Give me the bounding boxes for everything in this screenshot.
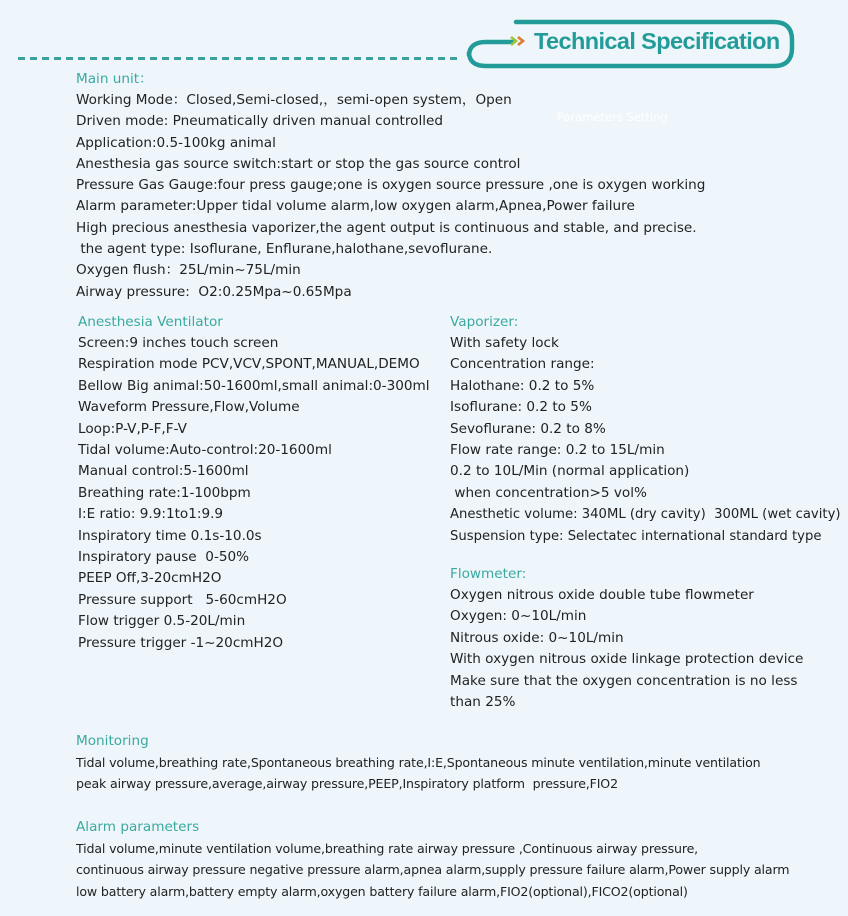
spec-line: Sevoflurane: 0.2 to 8% bbox=[450, 420, 606, 437]
spec-line: Application:0.5-100kg animal bbox=[76, 134, 276, 151]
spec-line: Flow rate range: 0.2 to 15L/min bbox=[450, 442, 665, 459]
spec-line: Oxygen: 0~10L/min bbox=[450, 608, 587, 625]
spec-line: Oxygen flush：25L/min~75L/min bbox=[76, 262, 301, 279]
ventilator-section bbox=[78, 312, 430, 654]
spec-line: continuous airway pressure negative pressure alarm,apnea alarm,supply pressure failure alarm,Power supply alarm bbox=[76, 862, 790, 878]
main-unit-section bbox=[76, 69, 705, 303]
section-title: Alarm parameters bbox=[76, 819, 200, 835]
spec-line: Oxygen nitrous oxide double tube flowmeter bbox=[450, 587, 754, 603]
spec-line: Concentration range: bbox=[450, 356, 595, 373]
vaporizer-section bbox=[450, 312, 841, 547]
spec-line: Isoflurane: 0.2 to 5% bbox=[450, 399, 592, 416]
spec-line: Make sure that the oxygen concentration is no less bbox=[450, 672, 798, 689]
spec-line: PEEP Off,3-20cmH2O bbox=[78, 570, 222, 587]
spec-line: High precious anesthesia vaporizer,the agent output is continuous and stable, and precise. bbox=[76, 219, 697, 236]
spec-line: Loop:P-V,P-F,F-V bbox=[78, 420, 187, 437]
section-title: Main unit： bbox=[76, 71, 153, 87]
spec-line: Tidal volume:Auto-control:20-1600ml bbox=[78, 442, 332, 459]
flowmeter-section bbox=[450, 564, 803, 713]
watermark-text: Parameters Setting bbox=[557, 110, 668, 124]
spec-line: Driven mode: Pneumatically driven manual controlled bbox=[76, 113, 444, 130]
spec-line: Inspiratory time 0.1s-10.0s bbox=[78, 527, 262, 544]
spec-line: Working Mode：Closed,Semi-closed,，semi-open system，Open bbox=[76, 92, 512, 108]
spec-line: Waveform Pressure,Flow,Volume bbox=[78, 399, 300, 416]
spec-line: Pressure support 5-60cmH2O bbox=[78, 591, 287, 608]
alarm-parameters-section bbox=[76, 817, 789, 902]
spec-line: Respiration mode PCV,VCV,SPONT,MANUAL,DEMO bbox=[78, 356, 420, 373]
header-banner bbox=[0, 0, 848, 80]
spec-line: the agent type: Isoflurane, Enflurane,halothane,sevoflurane. bbox=[76, 241, 493, 258]
spec-line: Anesthesia gas source switch:start or stop the gas source control bbox=[76, 155, 521, 172]
spec-line: than 25% bbox=[450, 694, 516, 711]
spec-line: Manual control:5-1600ml bbox=[78, 463, 249, 480]
section-title: Anesthesia Ventilator bbox=[78, 314, 223, 330]
page-title: Technical Specification bbox=[534, 28, 780, 54]
spec-line: Pressure Gas Gauge:four press gauge;one is oxygen source pressure ,one is oxygen working bbox=[76, 177, 706, 194]
spec-line: Suspension type: Selectatec international standard type bbox=[450, 528, 822, 544]
spec-line: 0.2 to 10L/Min (normal application) bbox=[450, 463, 690, 480]
spec-line: I:E ratio: 9.9:1to1:9.9 bbox=[78, 506, 224, 523]
spec-line: With oxygen nitrous oxide linkage protection device bbox=[450, 651, 804, 668]
section-title: Monitoring bbox=[76, 733, 149, 749]
spec-line: Flow trigger 0.5-20L/min bbox=[78, 613, 246, 630]
spec-line: Inspiratory pause 0-50% bbox=[78, 549, 250, 566]
spec-line: Halothane: 0.2 to 5% bbox=[450, 377, 595, 394]
monitoring-section bbox=[76, 731, 760, 795]
spec-line: Bellow Big animal:50-1600ml,small animal:0-300ml bbox=[78, 377, 430, 394]
spec-line: low battery alarm,battery empty alarm,oxygen battery failure alarm,FIO2(optional),FICO2(optional) bbox=[76, 883, 688, 899]
spec-line: Airway pressure: O2:0.25Mpa~0.65Mpa bbox=[76, 283, 352, 300]
spec-line: Tidal volume,minute ventilation volume,breathing rate airway pressure ,Continuous airway pressure, bbox=[76, 841, 699, 856]
spec-line: when concentration>5 vol% bbox=[450, 484, 647, 501]
spec-line: Pressure trigger -1~20cmH2O bbox=[78, 634, 284, 651]
spec-line: Screen:9 inches touch screen bbox=[78, 335, 279, 351]
spec-line: With safety lock bbox=[450, 335, 559, 351]
spec-line: Tidal volume,breathing rate,Spontaneous breathing rate,I:E,Spontaneous minute ventilation,minute ventilation bbox=[76, 755, 761, 770]
spec-line: Nitrous oxide: 0~10L/min bbox=[450, 629, 624, 646]
spec-line: Breathing rate:1-100bpm bbox=[78, 484, 251, 501]
spec-line: Alarm parameter:Upper tidal volume alarm,low oxygen alarm,Apnea,Power failure bbox=[76, 198, 635, 215]
section-title: Flowmeter: bbox=[450, 566, 527, 582]
spec-line: Anesthetic volume: 340ML (dry cavity) 300ML (wet cavity) bbox=[450, 507, 841, 523]
spec-line: peak airway pressure,average,airway pressure,PEEP,Inspiratory platform pressure,FIO2 bbox=[76, 776, 618, 792]
section-title: Vaporizer: bbox=[450, 314, 519, 330]
